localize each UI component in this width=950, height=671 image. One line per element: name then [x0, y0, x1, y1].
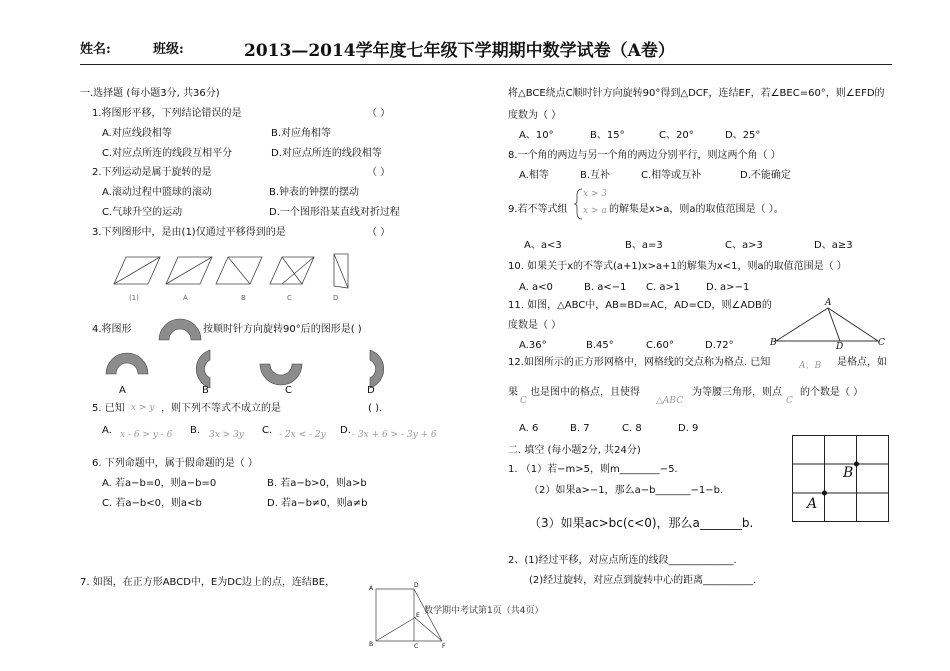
q4-label-b: B — [202, 385, 209, 396]
q4-label-a: A — [119, 385, 126, 396]
q6-stem: 6. 下列命题中，属于假命题的是（ ） — [92, 458, 258, 469]
q1-bracket: （ ） — [367, 108, 391, 119]
q11-label-c: C — [878, 338, 885, 348]
q11-option-d: D.72° — [705, 340, 734, 351]
q2-bracket: （ ） — [367, 167, 391, 178]
q12-option-d: D. 9 — [678, 423, 699, 434]
class-label: 班级: — [153, 42, 184, 57]
q12-line2c: 为等腰三角形，则点 — [692, 387, 782, 398]
q1-option-a: A.对应线段相等 — [102, 128, 172, 139]
q2-option-c: C.气球升空的运动 — [102, 207, 183, 218]
q7-label-c: C — [414, 643, 419, 650]
q10-option-c: C. a>1 — [646, 282, 681, 293]
q1-stem: 1.将图形平移，下列结论错误的是 — [92, 108, 242, 119]
q10-stem: 10. 如果关于x的不等式(a+1)x>a+1的解集为x<1，则a的取值范围是（ ） — [508, 261, 847, 272]
q8-option-d: D.不能确定 — [740, 170, 791, 181]
q12-stem: 12.如图所示的正方形网格中，网格线的交点称为格点. 已知 — [508, 357, 771, 368]
fill2-line1: 2、(1)经过平移，对应点所连的线段_____________. — [508, 555, 737, 566]
page-title: 2013—2014学年度七年级下学期期中数学试卷（A卷） — [244, 41, 675, 61]
section1-heading: 一.选择题 (每小题3分, 共36分) — [80, 88, 220, 99]
q3-bracket: （ ） — [367, 227, 391, 238]
q12-grid-label-a: A — [807, 496, 818, 512]
q2-option-b: B.钟表的钟摆的摆动 — [269, 187, 360, 198]
q12-option-b: B. 7 — [570, 423, 590, 434]
q7-continued: 将△BCE绕点C顺时针方向旋转90°得到△DCF，连结EF，若∠BEC=60°，则∠EFD的 — [508, 88, 885, 99]
q1-option-c: C.对应点所连的线段互相平分 — [102, 148, 233, 159]
q12-ab: A、B — [799, 361, 822, 371]
q5-option-b: B. — [190, 425, 201, 436]
q7-continued-2: 度数为（ ） — [508, 110, 562, 121]
q6-option-c: C. 若a−b<0，则a<b — [102, 498, 202, 509]
q4-arc-figure — [157, 316, 203, 342]
q9-system-1: x > 3 — [583, 189, 608, 199]
q2-option-d: D.一个图形沿某直线对折过程 — [269, 207, 400, 218]
q7-option-a: A、10° — [519, 130, 554, 141]
q11-label-d: D — [836, 342, 844, 352]
q9-system-2: x > a — [583, 206, 607, 216]
q7-label-f: F — [442, 643, 446, 650]
q7-option-b: B、15° — [590, 130, 625, 141]
q9-option-d: D、a≥3 — [814, 240, 853, 251]
q5-stem-b: ，则下列不等式不成立的是 — [161, 403, 281, 414]
section2-heading: 二. 填空 (每小题2分, 共24分) — [508, 445, 641, 456]
q11-option-c: C.60° — [646, 340, 674, 351]
q6-option-d: D. 若a−b≠0，则a≠b — [267, 498, 368, 509]
q7-label-b: B — [369, 641, 374, 648]
q3-label-1: (1) — [129, 294, 139, 302]
q10-option-d: D. a>−1 — [706, 282, 750, 293]
q2-option-a: A.滚动过程中篮球的滚动 — [102, 187, 212, 198]
page-footer: 数学期中考试第1页（共4页） — [424, 606, 544, 616]
q5-expr-d: - 3x + 6 > - 3y + 6 — [352, 430, 437, 440]
q11-option-a: A.36° — [519, 340, 547, 351]
q9-stem-a: 9.若不等式组 — [508, 204, 568, 215]
fill2-line2: (2)经过旋转，对应点到旋转中心的距离__________. — [529, 575, 757, 586]
q12-c2: C — [786, 396, 793, 406]
q5-condition: x > y — [131, 403, 155, 413]
q7-label-e: E — [416, 612, 420, 619]
name-label: 姓名: — [80, 42, 111, 57]
q3-stem: 3.下列图形中，是由(1)仅通过平移得到的是 — [92, 227, 286, 238]
q12-option-c: C. 8 — [622, 423, 642, 434]
q9-option-c: C、a>3 — [725, 240, 763, 251]
q9-option-a: A、a<3 — [524, 240, 562, 251]
q1-option-b: B.对应角相等 — [271, 128, 332, 139]
q8-option-c: C.相等或互补 — [641, 170, 702, 181]
q3-label-c: C — [287, 294, 292, 302]
fill1-line3: （3）如果ac>bc(c<0)，那么a_______b. — [529, 516, 754, 530]
q5-option-a: A. — [102, 425, 112, 436]
q10-option-b: B. a<−1 — [584, 282, 627, 293]
q5-expr-a: x - 6 > y - 6 — [120, 430, 173, 440]
q12-line2a: 果 — [508, 387, 518, 398]
header-rule — [80, 64, 892, 65]
q7-stem: 7. 如图，在正方形ABCD中，E为DC边上的点，连结BE， — [80, 577, 336, 588]
q7-label-d: D — [414, 582, 419, 589]
q12-c1: C — [520, 396, 527, 406]
q6-option-a: A. 若a−b=0，则a−b=0 — [102, 478, 217, 489]
q7-label-a: A — [369, 585, 374, 592]
q4-label-c: C — [285, 385, 292, 396]
q11-label-b: B — [770, 338, 777, 348]
q3-label-b: B — [241, 294, 246, 302]
q5-expr-c: - 2x < - 2y — [279, 430, 326, 440]
q9-option-b: B、a=3 — [625, 240, 663, 251]
q10-option-a: A. a<0 — [519, 282, 553, 293]
q11-option-b: B.45° — [586, 340, 614, 351]
q12-line2b: 也是图中的格点，且使得 — [530, 387, 640, 398]
q11-continued: 度数是（ ） — [508, 320, 562, 331]
q11-stem: 11. 如图，△ABC中，AB=BD=AC，AD=CD，则∠ADB的 — [508, 300, 772, 311]
q11-triangle-figure — [772, 304, 884, 346]
q5-bracket: ( ). — [368, 403, 383, 414]
q4-stem-a: 4.将图形 — [92, 324, 132, 335]
q3-figure — [112, 252, 362, 297]
fill1-line2: （2）如果a>−1，那么a−b_______−1−b. — [529, 485, 724, 496]
q8-option-b: B.互补 — [580, 170, 611, 181]
q5-option-c: C. — [262, 425, 273, 436]
q5-stem-a: 5. 已知 — [92, 403, 125, 414]
q12-option-a: A. 6 — [519, 423, 539, 434]
q4-label-d: D — [367, 385, 375, 396]
q6-option-b: B. 若a−b>0，则a>b — [267, 478, 367, 489]
q12-line2d: 的个数是（ ） — [800, 387, 864, 398]
q4-options-figure — [104, 350, 394, 388]
q7-option-d: D、25° — [725, 130, 761, 141]
q1-option-d: D.对应点所连的线段相等 — [271, 148, 382, 159]
q8-stem: 8.一个角的两边与另一个角的两边分别平行，则这两个角（ ） — [508, 150, 781, 161]
q4-stem-b: 按顺时针方向旋转90°后的图形是( ) — [203, 324, 362, 335]
q5-option-d: D. — [340, 425, 351, 436]
fill1-line1: 1. （1）若−m>5，则m________−5. — [508, 464, 678, 475]
q12-triangle: △ABC — [656, 396, 684, 406]
q3-label-a: A — [183, 294, 188, 302]
q12-grid-label-b: B — [843, 465, 854, 481]
q5-expr-b: 3x > 3y — [209, 430, 244, 440]
q11-label-a: A — [825, 298, 832, 308]
q3-label-d: D — [333, 294, 339, 302]
q9-stem-b: 的解集是x>a，则a的取值范围是（ ）。 — [609, 204, 784, 215]
q7-option-c: C、20° — [659, 130, 694, 141]
q8-option-a: A.相等 — [519, 170, 549, 181]
q12-stem-b: 是格点，如 — [837, 357, 887, 368]
q2-stem: 2.下列运动是属于旋转的是 — [92, 167, 212, 178]
